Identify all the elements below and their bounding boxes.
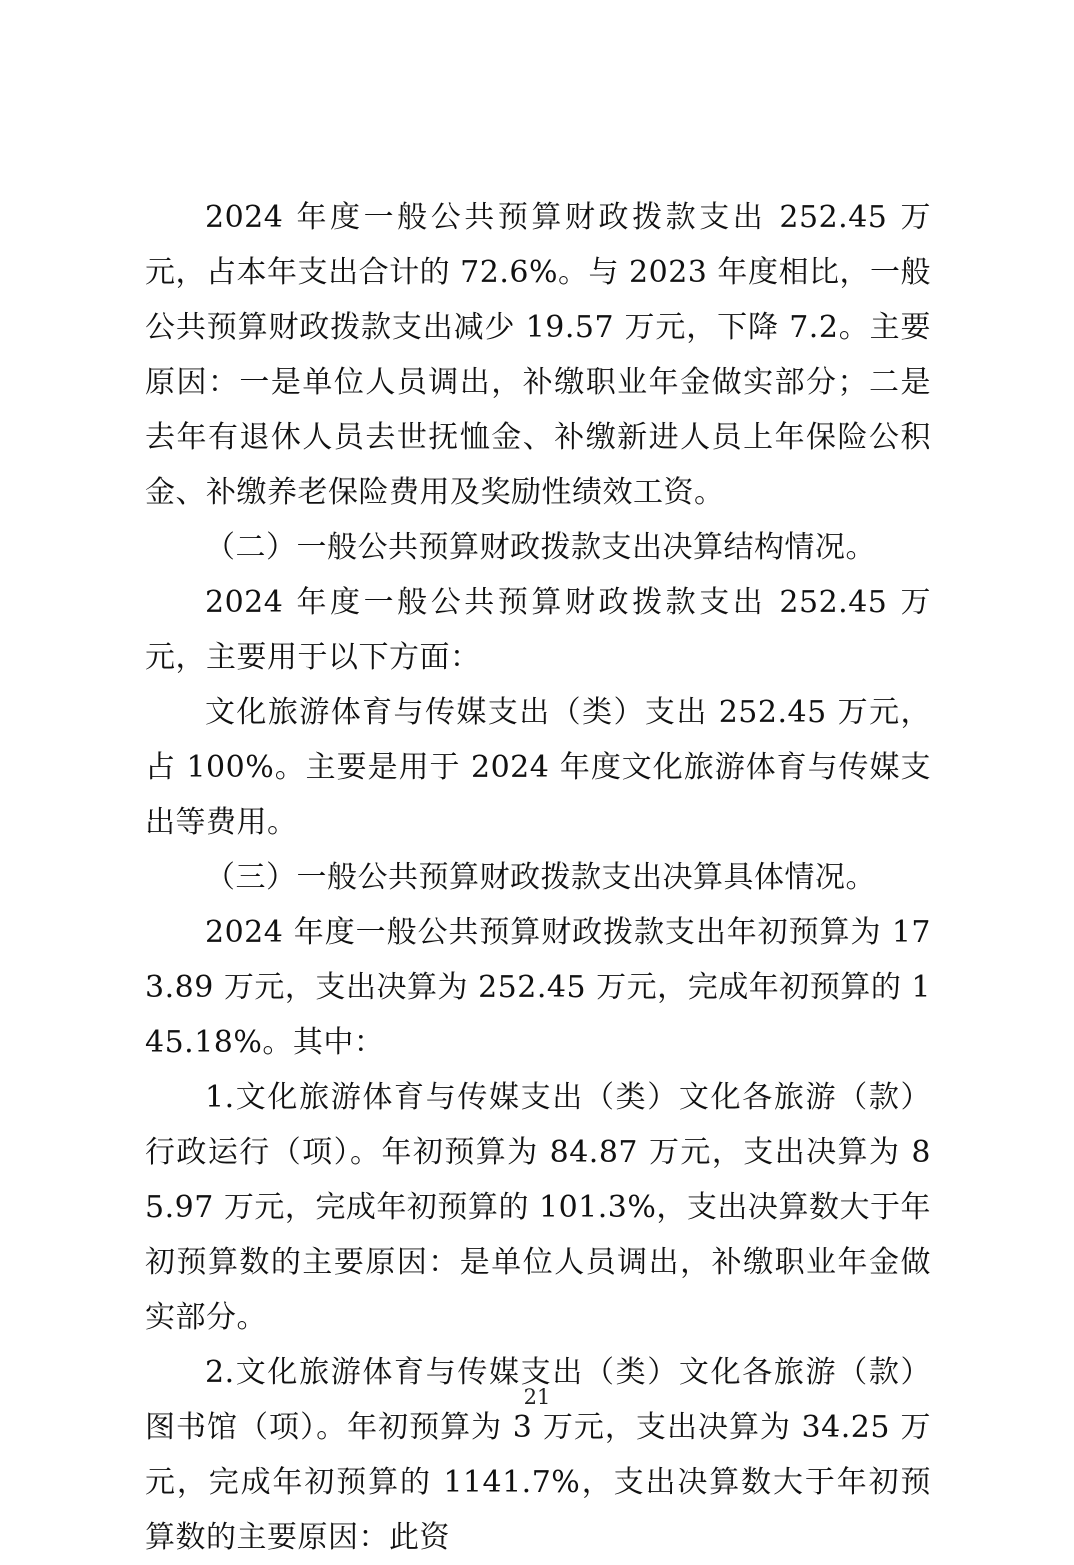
- paragraph-item-1-administrative-operation: 1.文化旅游体育与传媒支出（类）文化各旅游（款）行政运行（项）。年初预算为 84.87 万元，支出决算为 85.97 万元，完成年初预算的 101.3%，支出决算数大于年初预算数的主要原因：是单位人员调出，补缴职业年金做实部分。: [145, 1080, 931, 1335]
- paragraph-expenditure-usage-intro: 2024 年度一般公共预算财政拨款支出 252.45 万元，主要用于以下方面：: [145, 585, 931, 675]
- heading-section-three-details: （三）一般公共预算财政拨款支出决算具体情况。: [205, 860, 876, 895]
- paragraph-initial-vs-final-budget: 2024 年度一般公共预算财政拨款支出年初预算为 173.89 万元，支出决算为 252.45 万元，完成年初预算的 145.18%。其中：: [145, 915, 931, 1060]
- paragraph-culture-tourism-category-total: 文化旅游体育与传媒支出（类）支出 252.45 万元，占 100%。主要是用于 2024 年度文化旅游体育与传媒支出等费用。: [145, 695, 931, 840]
- paragraph-item-2-library: 2.文化旅游体育与传媒支出（类）文化各旅游（款）图书馆（项）。年初预算为 3 万元，支出决算为 34.25 万元，完成年初预算的 1141.7%，支出决算数大于年初预算数的主要原因：此资: [145, 1355, 931, 1555]
- page-footer: [0, 1385, 1074, 1409]
- paragraph-budget-expenditure-overview: 2024 年度一般公共预算财政拨款支出 252.45 万元，占本年支出合计的 72.6%。与 2023 年度相比，一般公共预算财政拨款支出减少 19.57 万元，下降 7.2。主要原因：一是单位人员调出，补缴职业年金做实部分；二是去年有退休人员去世抚恤金、补缴新进人员上年保险公积金、补缴养老保险费用及奖励性绩效工资。: [145, 200, 931, 510]
- heading-section-two-structure: （二）一般公共预算财政拨款支出决算结构情况。: [205, 530, 876, 565]
- page-number: 21: [523, 1385, 551, 1409]
- document-text-block: [145, 190, 931, 1565]
